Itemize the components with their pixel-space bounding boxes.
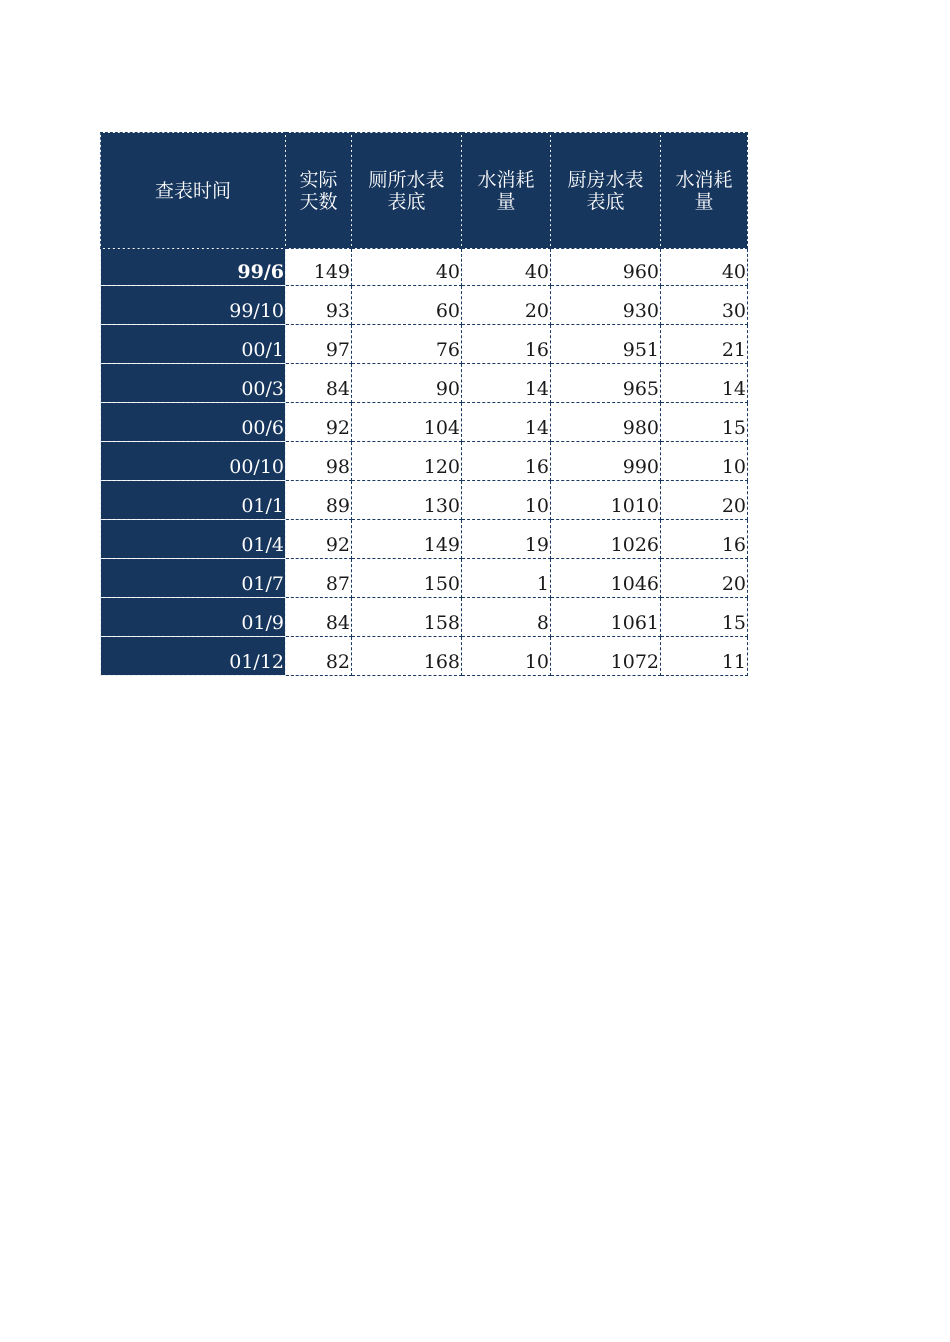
toilet-meter-cell[interactable]: 149 (352, 520, 462, 559)
kitchen-consumption-cell[interactable]: 15 (661, 598, 748, 637)
actual-days-cell[interactable]: 87 (286, 559, 352, 598)
header-kitchen-meter[interactable] (551, 133, 661, 249)
header-actual-days-line1: 实际 (299, 168, 338, 191)
table-row (101, 286, 748, 325)
actual-days-cell[interactable]: 97 (286, 325, 352, 364)
check-time-cell[interactable]: 00/1 (101, 325, 286, 364)
table-row (101, 442, 748, 481)
toilet-consumption-cell[interactable]: 19 (462, 520, 551, 559)
actual-days-cell[interactable]: 92 (286, 520, 352, 559)
toilet-consumption-cell[interactable]: 14 (462, 364, 551, 403)
actual-days-cell[interactable]: 98 (286, 442, 352, 481)
toilet-consumption-cell[interactable]: 16 (462, 442, 551, 481)
toilet-meter-cell[interactable]: 40 (352, 249, 462, 286)
kitchen-meter-cell[interactable]: 990 (551, 442, 661, 481)
table-row (101, 520, 748, 559)
toilet-consumption-cell[interactable]: 16 (462, 325, 551, 364)
check-time-cell[interactable]: 00/10 (101, 442, 286, 481)
actual-days-cell[interactable]: 84 (286, 364, 352, 403)
actual-days-cell[interactable]: 92 (286, 403, 352, 442)
header-kitchen-meter-line1: 厨房水表 (567, 168, 644, 191)
check-time-cell[interactable]: 01/1 (101, 481, 286, 520)
toilet-consumption-cell[interactable]: 8 (462, 598, 551, 637)
header-check-time[interactable] (101, 133, 286, 249)
toilet-consumption-cell[interactable]: 14 (462, 403, 551, 442)
check-time-cell[interactable]: 00/3 (101, 364, 286, 403)
kitchen-meter-cell[interactable]: 1072 (551, 637, 661, 676)
kitchen-consumption-cell[interactable]: 14 (661, 364, 748, 403)
toilet-meter-cell[interactable]: 168 (352, 637, 462, 676)
header-check-time-label: 查表时间 (154, 179, 231, 202)
check-time-cell[interactable]: 01/12 (101, 637, 286, 676)
table-row (101, 598, 748, 637)
table-row (101, 481, 748, 520)
check-time-cell[interactable]: 00/6 (101, 403, 286, 442)
header-toilet-meter-line1: 厕所水表 (368, 168, 445, 191)
table-row (101, 325, 748, 364)
table-row (101, 249, 748, 286)
kitchen-consumption-cell[interactable]: 10 (661, 442, 748, 481)
table-row (101, 403, 748, 442)
actual-days-cell[interactable]: 82 (286, 637, 352, 676)
kitchen-consumption-cell[interactable]: 16 (661, 520, 748, 559)
toilet-meter-cell[interactable]: 76 (352, 325, 462, 364)
check-time-cell[interactable]: 01/9 (101, 598, 286, 637)
kitchen-consumption-cell[interactable]: 20 (661, 481, 748, 520)
header-actual-days-line2: 天数 (299, 190, 338, 213)
kitchen-meter-cell[interactable]: 965 (551, 364, 661, 403)
toilet-consumption-cell[interactable]: 40 (462, 249, 551, 286)
table-row (101, 364, 748, 403)
header-actual-days[interactable] (286, 133, 352, 249)
kitchen-meter-cell[interactable]: 1061 (551, 598, 661, 637)
actual-days-cell[interactable]: 89 (286, 481, 352, 520)
table-row (101, 559, 748, 598)
toilet-meter-cell[interactable]: 104 (352, 403, 462, 442)
kitchen-meter-cell[interactable]: 980 (551, 403, 661, 442)
header-toilet-meter[interactable] (352, 133, 462, 249)
header-toilet-consumption-line1: 水消耗 (477, 168, 535, 191)
table-row (101, 637, 748, 676)
kitchen-meter-cell[interactable]: 1046 (551, 559, 661, 598)
actual-days-cell[interactable]: 149 (286, 249, 352, 286)
toilet-meter-cell[interactable]: 60 (352, 286, 462, 325)
kitchen-meter-cell[interactable]: 1026 (551, 520, 661, 559)
toilet-consumption-cell[interactable]: 10 (462, 481, 551, 520)
toilet-meter-cell[interactable]: 130 (352, 481, 462, 520)
toilet-meter-cell[interactable]: 150 (352, 559, 462, 598)
header-row (101, 133, 748, 249)
toilet-consumption-cell[interactable]: 20 (462, 286, 551, 325)
toilet-meter-cell[interactable]: 90 (352, 364, 462, 403)
table-body (101, 249, 748, 676)
actual-days-cell[interactable]: 93 (286, 286, 352, 325)
kitchen-meter-cell[interactable]: 930 (551, 286, 661, 325)
toilet-meter-cell[interactable]: 120 (352, 442, 462, 481)
kitchen-consumption-cell[interactable]: 40 (661, 249, 748, 286)
check-time-cell[interactable]: 01/4 (101, 520, 286, 559)
header-toilet-consumption[interactable] (462, 133, 551, 249)
check-time-cell[interactable]: 99/10 (101, 286, 286, 325)
kitchen-meter-cell[interactable]: 951 (551, 325, 661, 364)
kitchen-consumption-cell[interactable]: 11 (661, 637, 748, 676)
header-kitchen-consumption-line1: 水消耗 (675, 168, 733, 191)
water-meter-table (100, 132, 748, 676)
kitchen-meter-cell[interactable]: 1010 (551, 481, 661, 520)
header-toilet-meter-line2: 表底 (387, 190, 426, 213)
header-kitchen-consumption-line2: 量 (694, 190, 714, 213)
kitchen-consumption-cell[interactable]: 15 (661, 403, 748, 442)
header-kitchen-consumption[interactable] (661, 133, 748, 249)
header-kitchen-meter-line2: 表底 (586, 190, 625, 213)
check-time-cell[interactable]: 99/6 (101, 249, 286, 286)
kitchen-consumption-cell[interactable]: 30 (661, 286, 748, 325)
toilet-consumption-cell[interactable]: 10 (462, 637, 551, 676)
header-toilet-consumption-line2: 量 (496, 190, 516, 213)
actual-days-cell[interactable]: 84 (286, 598, 352, 637)
toilet-consumption-cell[interactable]: 1 (462, 559, 551, 598)
check-time-cell[interactable]: 01/7 (101, 559, 286, 598)
toilet-meter-cell[interactable]: 158 (352, 598, 462, 637)
kitchen-consumption-cell[interactable]: 20 (661, 559, 748, 598)
kitchen-meter-cell[interactable]: 960 (551, 249, 661, 286)
kitchen-consumption-cell[interactable]: 21 (661, 325, 748, 364)
